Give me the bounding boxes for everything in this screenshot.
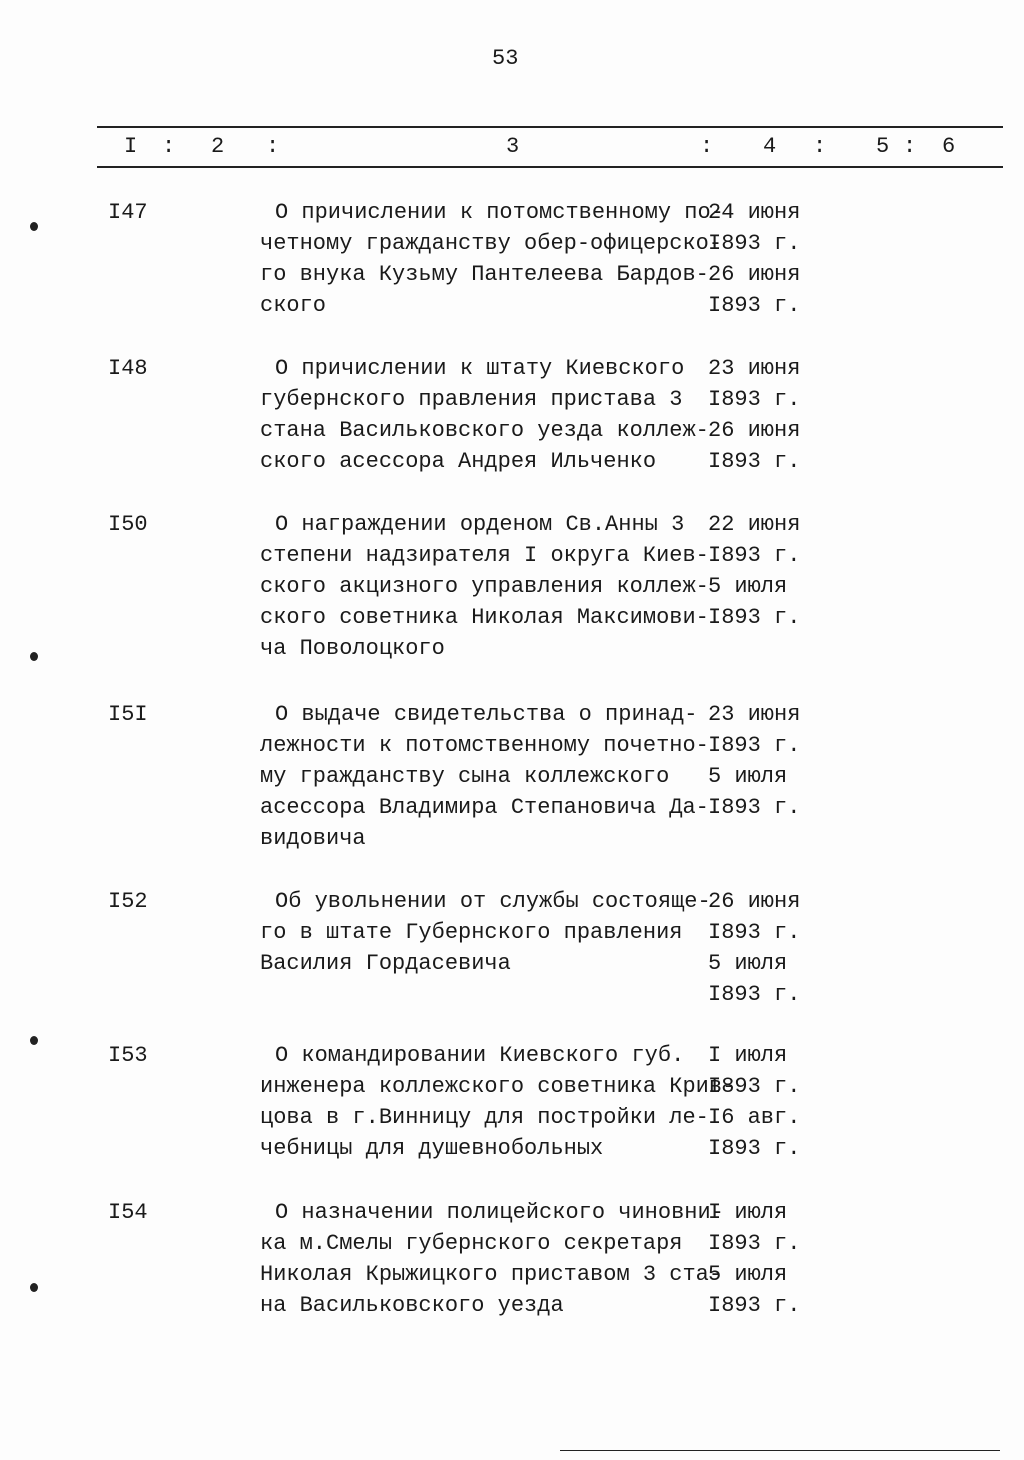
entry-date: I893 г. [708,293,801,318]
entry-title-line: степени надзирателя I округа Киев- [260,543,709,568]
col-6: 6 [942,134,956,159]
entry-date: I893 г. [708,1136,801,1161]
col-sep: : [162,134,176,159]
entry-title-line: ского асессора Андрея Ильченко [260,449,657,474]
entry-title-line: О командировании Киевского губ. [275,1043,685,1068]
entry-date: I июля [708,1200,788,1225]
entry-title-line: четному гражданству обер-офицерско- [260,231,723,256]
entry-title-line: инженера коллежского советника Крив- [260,1074,736,1099]
entry-title-line: ка м.Смелы губернского секретаря [260,1231,683,1256]
col-sep: : [813,134,827,159]
entry-title-line: асессора Владимира Степановича Да- [260,795,709,820]
col-sep: : [903,134,917,159]
entry-title-line: ского [260,293,327,318]
page-number: 53 [492,46,519,71]
entry-number: I53 [108,1043,148,1068]
entry-title-line: ча Поволоцкого [260,636,445,661]
punch-hole-mark [30,652,38,661]
entry-date: I893 г. [708,1074,801,1099]
punch-hole-mark [30,1036,38,1045]
entry-date: I893 г. [708,920,801,945]
entry-number: I54 [108,1200,148,1225]
entry-date: I893 г. [708,733,801,758]
entry-title-line: лежности к потомственному почетно- [260,733,709,758]
entry-title-line: ского советника Николая Максимови- [260,605,709,630]
entry-date: I6 авг. [708,1105,801,1130]
entry-date: I893 г. [708,449,801,474]
entry-date: 22 июня [708,512,801,537]
entry-title-line: го внука Кузьму Пантелеева Бардов- [260,262,709,287]
entry-number: I48 [108,356,148,381]
col-1: I [124,134,138,159]
entry-title-line: на Васильковского уезда [260,1293,564,1318]
entry-date: I893 г. [708,605,801,630]
entry-number: I52 [108,889,148,914]
col-5: 5 [876,134,890,159]
entry-title-line: О выдаче свидетельства о принад- [275,702,698,727]
col-3: 3 [506,134,520,159]
entry-date: 26 июня [708,262,801,287]
entry-title-line: му гражданству сына коллежского [260,764,670,789]
entry-date: I893 г. [708,231,801,256]
entry-date: I893 г. [708,1293,801,1318]
entry-date: I893 г. [708,1231,801,1256]
entry-date: 5 июля [708,574,788,599]
header-top-rule [97,126,1003,128]
entry-title-line: стана Васильковского уезда коллеж- [260,418,709,443]
entry-date: 5 июля [708,1262,788,1287]
entry-title-line: О награждении орденом Св.Анны 3 [275,512,685,537]
entry-date: 26 июня [708,889,801,914]
entry-title-line: Василия Гордасевича [260,951,511,976]
entry-title-line: ского акцизного управления коллеж- [260,574,709,599]
entry-date: 26 июня [708,418,801,443]
entry-date: I893 г. [708,543,801,568]
entry-title-line: цова в г.Винницу для постройки ле- [260,1105,709,1130]
entry-number: I5I [108,702,148,727]
entry-date: I893 г. [708,387,801,412]
entry-date: 5 июля [708,764,788,789]
punch-hole-mark [30,1283,38,1292]
col-sep: : [266,134,280,159]
col-sep: : [700,134,714,159]
entry-number: I47 [108,200,148,225]
entry-date: I июля [708,1043,788,1068]
entry-title-line: Об увольнении от службы состояще- [275,889,711,914]
col-2: 2 [211,134,225,159]
entry-date: 23 июня [708,702,801,727]
entry-date: I893 г. [708,795,801,820]
entry-title-line: Николая Крыжицкого приставом 3 ста- [260,1262,723,1287]
bottom-rule [560,1450,1000,1451]
entry-title-line: го в штате Губернского правления [260,920,683,945]
entry-title-line: О причислении к потомственному по- [275,200,724,225]
entry-date: 23 июня [708,356,801,381]
entry-title-line: губернского правления пристава 3 [260,387,683,412]
punch-hole-mark [30,222,38,231]
entry-title-line: видовича [260,826,366,851]
entry-title-line: О назначении полицейского чиновни- [275,1200,724,1225]
header-bottom-rule [97,166,1003,168]
entry-date: I893 г. [708,982,801,1007]
entry-date: 5 июля [708,951,788,976]
entry-number: I50 [108,512,148,537]
entry-date: 24 июня [708,200,801,225]
entry-title-line: О причислении к штату Киевского [275,356,685,381]
entry-title-line: чебницы для душевнобольных [260,1136,604,1161]
col-4: 4 [763,134,777,159]
